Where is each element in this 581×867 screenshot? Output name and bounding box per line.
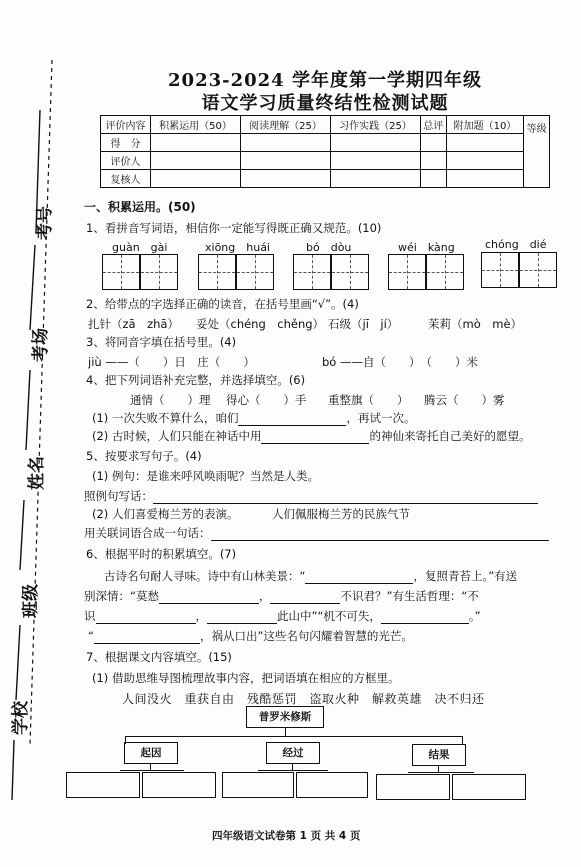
q2-item: 妥处（chéng chěng） [196, 317, 325, 331]
q4-s2-text: (2) 古时候，人们只能在神话中用 [92, 429, 262, 443]
q6-instruction: 6、根据平时的积累填空。(7) [86, 547, 237, 561]
mindmap-connector [462, 736, 463, 744]
q4-word: 通情（ ）理 [130, 393, 211, 407]
q4-s1-text: ，再试一次。 [346, 411, 416, 425]
q6-line-3 [84, 608, 481, 624]
tianzige-box[interactable] [236, 254, 274, 290]
tianzige-box[interactable] [331, 254, 369, 290]
q6-text: 不识君？”有生活哲理：“不 [340, 589, 479, 603]
blank-line[interactable] [211, 528, 549, 541]
q6-text: 识 [84, 609, 96, 623]
q2-item: 扎针（zā zhā） [88, 317, 179, 331]
q3-line: jiù ——（ ）日 庄（ ） [88, 355, 255, 369]
page-footer: 四年级语文试卷第 1 页 共 4 页 [212, 830, 361, 842]
blank-line[interactable] [381, 611, 469, 624]
mindmap-answer-box[interactable] [66, 772, 140, 798]
tianzige-box[interactable] [426, 254, 464, 290]
score-header: 积累运用（50） [151, 116, 241, 134]
q4-s1-text: (1) 一次失败不算什么，咱们 [92, 411, 239, 425]
q6-text: “ [88, 629, 94, 643]
q5-write-label: 用关联词语合成一句话： [84, 526, 211, 540]
q4-s2-text: 的神仙来寄托自己美好的愿望。 [369, 429, 531, 443]
binding-margin [0, 0, 70, 867]
tianzige-box[interactable] [140, 254, 178, 290]
score-header: 评价内容 [101, 116, 151, 134]
q6-text: ， [258, 589, 271, 603]
q6-text: 古诗名句耐人寻味。诗中有山林美景：“ [104, 569, 306, 583]
mindmap-connector [258, 770, 328, 771]
exam-title-line2: 语文学习质量终结性检测试题 [201, 93, 449, 114]
exam-title-line1: 2023-2024 学年度第一学期四年级 [168, 70, 482, 91]
q6-text: ，复照青苔上。”有送 [413, 569, 518, 583]
q7-sub-1: (1) 借助思维导图梳理故事内容，把词语填在相应的方框里。 [92, 671, 400, 685]
q2-instruction: 2、给带点的字选择正确的读音，在括号里画“√”。(4) [86, 297, 359, 311]
section-1-heading: 一、积累运用。(50) [84, 200, 196, 214]
tianzige-box[interactable] [388, 254, 426, 290]
exam-number-label: 考号 [35, 206, 55, 240]
mindmap-answer-box[interactable] [296, 772, 368, 798]
tianzige-box[interactable] [102, 254, 140, 290]
q6-text: 别深情：“莫愁 [84, 589, 159, 603]
q4-word: 得心（ ）手 [226, 393, 307, 407]
q1-pinyin: chóng dié [485, 238, 547, 251]
mindmap-branch-cause: 起因 [124, 742, 178, 764]
blank-line[interactable] [94, 631, 200, 644]
q5-sentence-2a: (2) 人们喜爱梅兰芳的表演。 [92, 507, 239, 521]
tianzige-box[interactable] [519, 252, 557, 288]
q6-text: ， [195, 609, 207, 623]
q6-line-1 [104, 568, 517, 584]
q4-sentence-2 [92, 428, 530, 444]
mindmap-root: 普罗米修斯 [246, 706, 324, 728]
blank-line[interactable] [159, 591, 259, 604]
q5-write-1 [84, 488, 538, 504]
tianzige-box[interactable] [481, 252, 519, 288]
blank-line[interactable] [153, 491, 538, 504]
blank-line[interactable] [270, 591, 340, 604]
q4-word: 重整旗（ ） [328, 393, 409, 407]
score-row-label: 评价人 [101, 152, 151, 170]
score-row-label: 复核人 [101, 170, 151, 188]
mindmap-connector [125, 736, 462, 737]
q4-word: 腾云（ ）雾 [424, 393, 505, 407]
mindmap-connector [285, 728, 286, 736]
mindmap-answer-box[interactable] [376, 774, 450, 800]
q4-sentence-1 [92, 410, 415, 426]
score-header: 习作实践（25） [330, 116, 420, 134]
blank-line[interactable] [207, 611, 277, 624]
blank-line[interactable] [305, 571, 413, 584]
q7-instruction: 7、根据课文内容填空。(15) [86, 650, 232, 664]
q2-item: 石级（jī jí） [328, 317, 399, 331]
mindmap-answer-box[interactable] [452, 774, 526, 800]
q6-line-2 [84, 588, 479, 604]
q1-instruction: 1、看拼音写词语，相信你一定能写得既正确又规范。(10) [86, 221, 382, 235]
q1-pinyin: bó dòu [306, 241, 352, 254]
q1-pinyin: xiōng huái [205, 241, 270, 254]
mindmap-connector [408, 772, 474, 773]
blank-line[interactable] [96, 611, 196, 624]
q5-instruction: 5、按要求写句子。(4) [86, 449, 202, 463]
mindmap-answer-box[interactable] [142, 772, 216, 798]
blank-line[interactable] [238, 413, 346, 426]
q3-line: bó ——自（ ） （ ）米 [322, 355, 478, 369]
blank-line[interactable] [261, 431, 369, 444]
q1-pinyin: wéi kàng [398, 241, 455, 254]
mindmap-branch-result: 结果 [412, 744, 466, 766]
q1-pinyin: guàn gài [112, 241, 168, 254]
class-label: 班级 [21, 584, 41, 618]
school-label: 学校 [11, 701, 31, 735]
q7-word-bank: 人间没火 重获自由 残酷惩罚 盗取火种 解救英雄 决不归还 [122, 692, 485, 706]
score-header: 附加题（10） [446, 116, 524, 134]
q6-text: 。” [468, 609, 481, 623]
score-header: 总评 [420, 116, 446, 134]
mindmap-branch-process: 经过 [266, 742, 320, 764]
tianzige-box[interactable] [293, 254, 331, 290]
q6-text: 此山中”“机不可失， [277, 609, 381, 623]
q6-text: ，祸从口出”这些名句闪耀着智慧的光芒。 [199, 629, 413, 643]
q2-item: 茉莉（mò mè） [428, 317, 523, 331]
q5-sentence-2b: 人们佩服梅兰芳的民族气节 [272, 507, 410, 521]
q5-write-2 [84, 525, 549, 541]
mindmap-connector [120, 770, 184, 771]
binding-line [0, 0, 70, 867]
score-table [100, 115, 550, 188]
q4-instruction: 4、把下列词语补充完整，并选择填空。(6) [86, 373, 306, 387]
name-label: 姓名 [27, 456, 47, 490]
q6-line-4 [88, 628, 413, 644]
score-header: 等级 [524, 116, 550, 188]
q5-write-label: 照例句写话： [84, 489, 153, 503]
q5-example: (1) 例句：是谁来呼风唤雨呢？当然是人类。 [92, 469, 319, 483]
score-row-label: 得 分 [101, 134, 151, 152]
q3-instruction: 3、将同音字填在括号里。(4) [86, 335, 237, 349]
exam-room-label: 考场 [31, 328, 51, 362]
tianzige-box[interactable] [198, 254, 236, 290]
mindmap-answer-box[interactable] [222, 772, 294, 798]
score-header: 阅读理解（25） [241, 116, 331, 134]
